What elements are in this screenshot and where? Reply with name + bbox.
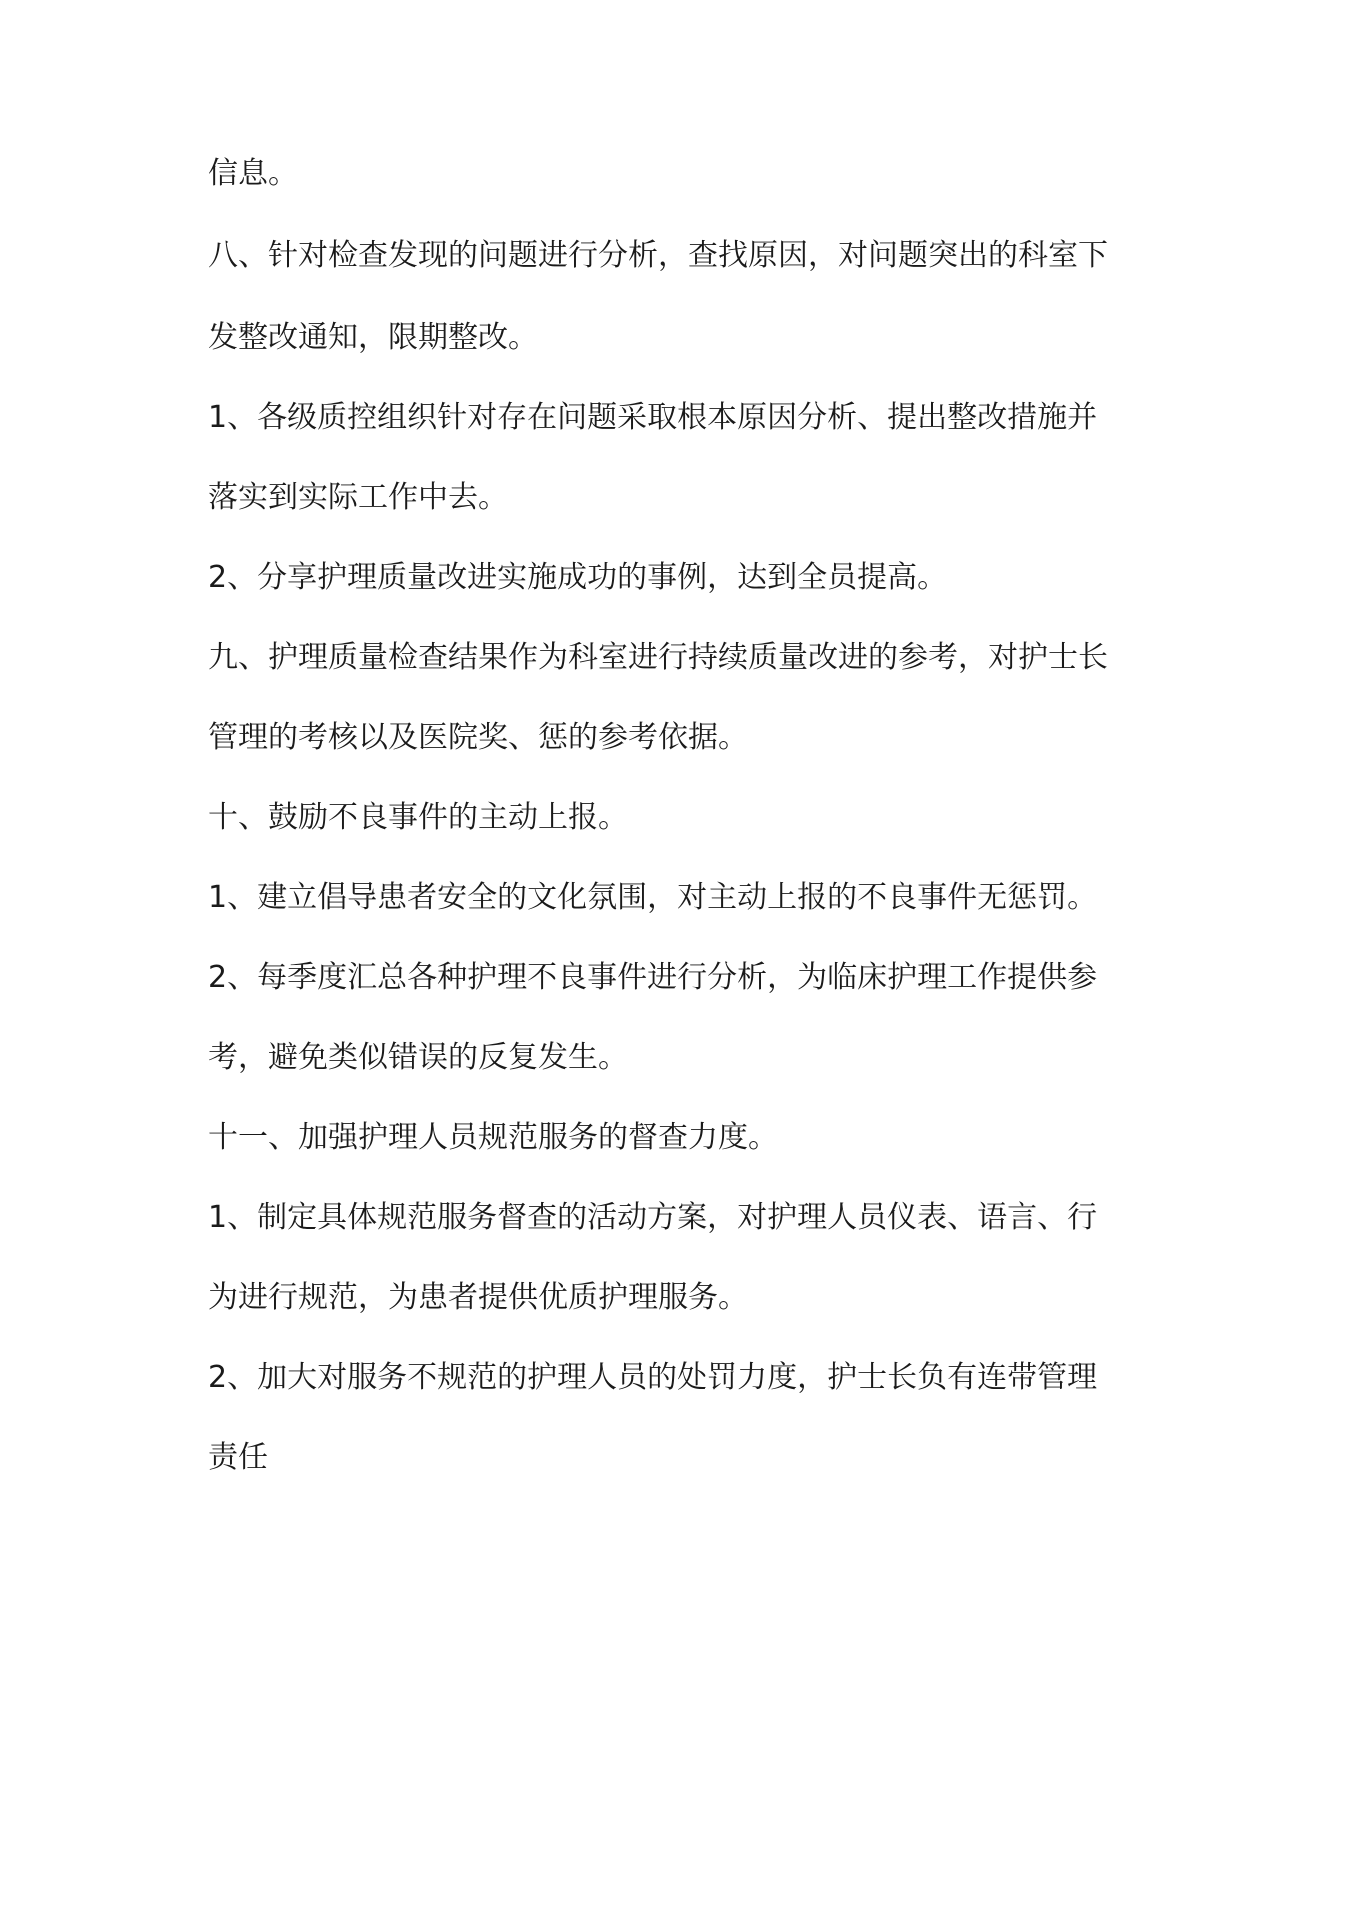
text-line: 考，避免类似错误的反复发生。 — [208, 1040, 628, 1075]
text-line: 1、建立倡导患者安全的文化氛围，对主动上报的不良事件无惩罚。 — [208, 880, 1098, 915]
text-line: 发整改通知，限期整改。 — [208, 320, 538, 355]
text-line: 责任 — [208, 1440, 268, 1475]
text-line: 为进行规范，为患者提供优质护理服务。 — [208, 1280, 748, 1315]
text-line: 管理的考核以及医院奖、惩的参考依据。 — [208, 720, 748, 755]
text-line: 十一、加强护理人员规范服务的督查力度。 — [208, 1120, 778, 1155]
text-line: 落实到实际工作中去。 — [208, 480, 508, 515]
text-line: 信息。 — [208, 156, 298, 191]
text-line: 2、加大对服务不规范的护理人员的处罚力度，护士长负有连带管理 — [208, 1360, 1098, 1395]
text-line: 十、鼓励不良事件的主动上报。 — [208, 800, 628, 835]
text-line: 九、护理质量检查结果作为科室进行持续质量改进的参考，对护士长 — [208, 640, 1108, 675]
text-line: 1、制定具体规范服务督查的活动方案，对护理人员仪表、语言、行 — [208, 1200, 1098, 1235]
text-line: 1、各级质控组织针对存在问题采取根本原因分析、提出整改措施并 — [208, 400, 1098, 435]
text-line: 2、分享护理质量改进实施成功的事例，达到全员提高。 — [208, 560, 948, 595]
text-line: 2、每季度汇总各种护理不良事件进行分析，为临床护理工作提供参 — [208, 960, 1098, 995]
text-line: 八、针对检查发现的问题进行分析，查找原因，对问题突出的科室下 — [208, 238, 1108, 273]
